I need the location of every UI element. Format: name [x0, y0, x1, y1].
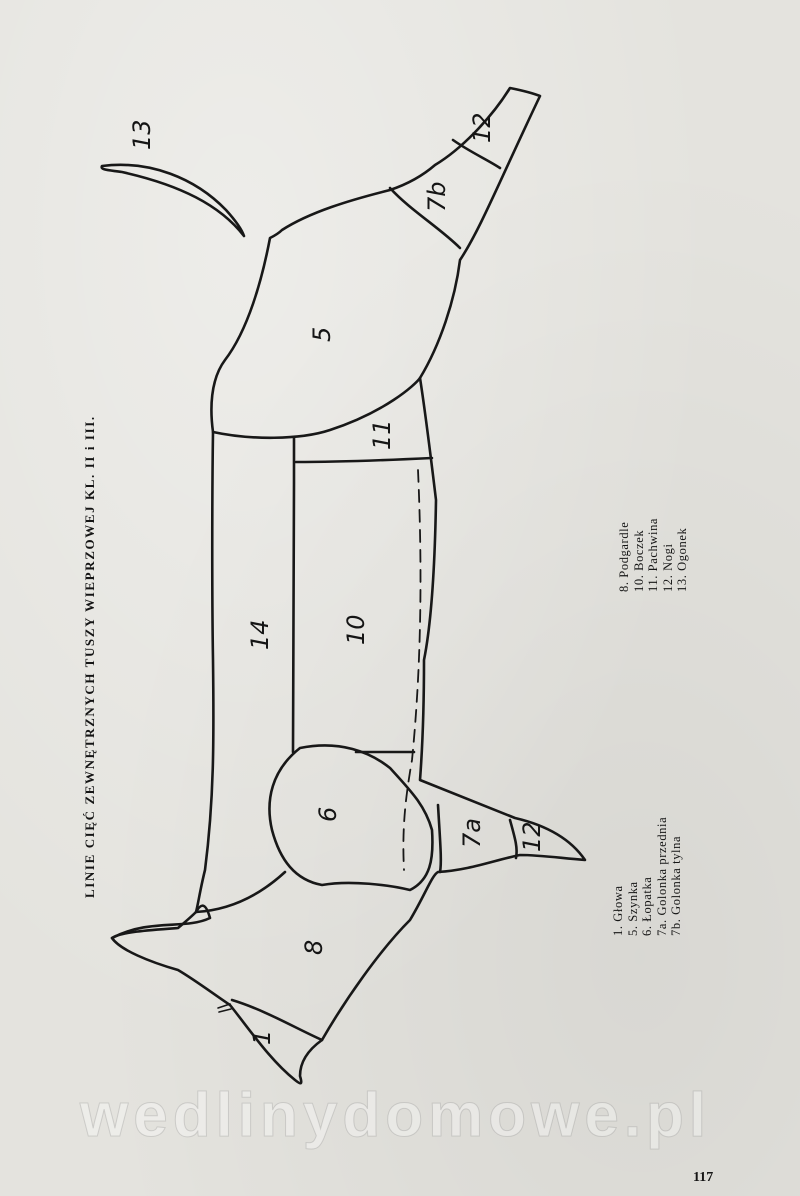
- legend-left: [611, 817, 684, 936]
- region-label-1: 1: [248, 1029, 276, 1045]
- region-label-8: 8: [300, 939, 328, 955]
- legend-item: 7b. Golonka tylna: [669, 835, 683, 936]
- region-label-7a: 7a: [458, 818, 486, 848]
- region-label-13: 13: [128, 119, 156, 150]
- loin-belly-line: [293, 438, 294, 752]
- legend-item: 6. Łopatka: [640, 876, 654, 936]
- fore-shank-line: [438, 805, 441, 872]
- carcass-outline: [112, 88, 585, 1083]
- region-label-11: 11: [368, 419, 396, 450]
- flank-line: [296, 458, 432, 462]
- legend-item: 5. Szynka: [625, 881, 640, 936]
- watermark: wedlinydomowe.pl: [80, 1081, 712, 1150]
- page-number: 117: [693, 1170, 714, 1185]
- region-label-10: 10: [342, 614, 370, 645]
- head-line: [232, 1000, 322, 1040]
- shoulder-outline: [269, 745, 432, 890]
- tail-outline: [102, 165, 244, 236]
- legend-item: 12. Nogi: [660, 543, 675, 592]
- region-label-7b: 7b: [423, 181, 451, 212]
- legend-item: 7a. Golonka przednia: [654, 816, 669, 936]
- legend-item: 13. Ogonek: [675, 527, 689, 592]
- region-label-12-hind: 12: [468, 112, 496, 143]
- legend-item: 11. Pachwina: [646, 517, 660, 592]
- region-label-5: 5: [308, 326, 336, 342]
- diagram-title: LINIE CIĘĆ ZEWNĘTRZNYCH TUSZY WIEPRZOWEJ KL. II i III.: [82, 415, 97, 898]
- legend-item: 10. Boczek: [631, 529, 646, 592]
- legend-right: [617, 518, 690, 592]
- belly-dashed-line: [403, 470, 420, 870]
- fore-foot-line: [510, 820, 517, 858]
- region-label-6: 6: [314, 806, 342, 822]
- legend-item: 1. Głowa: [611, 885, 625, 936]
- shoulder-jowl-line: [196, 872, 285, 912]
- legend-item: 8. Podgardle: [617, 521, 631, 592]
- hind-foot-line: [453, 140, 500, 168]
- region-label-12-fore: 12: [518, 821, 546, 852]
- region-label-14: 14: [246, 619, 274, 650]
